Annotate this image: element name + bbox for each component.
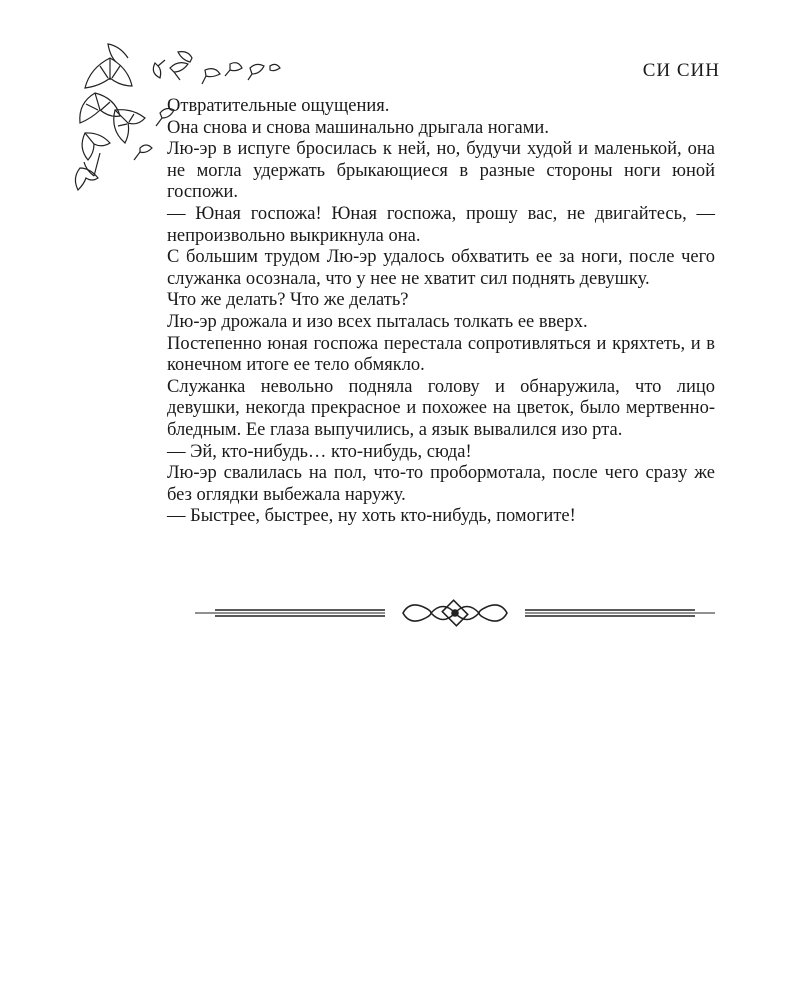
paragraph: Она снова и снова машинально дрыгала ногами. — [167, 117, 549, 138]
section-divider — [195, 598, 715, 628]
running-head: СИ СИН — [642, 60, 720, 81]
paragraph: Что же делать? Что же делать? — [167, 290, 409, 311]
endless-knot-icon — [403, 600, 507, 625]
chapter-text — [167, 96, 715, 528]
paragraph: — Эй, кто-нибудь… кто-нибудь, сюда! — [167, 441, 472, 462]
paragraph: Лю-эр дрожала и изо всех пыталась толкать ее вверх. — [167, 311, 588, 332]
paragraph: Постепенно юная госпожа перестала сопротивляться и кряхтеть, и в конечном итоге ее тело обмякло. — [167, 333, 715, 376]
paragraph: С большим трудом Лю-эр удалось обхватить ее за ноги, после чего служанка осознала, что у нее не хватит сил поднять девушку. — [167, 247, 715, 289]
paragraph: Лю-эр в испуге бросилась к ней, но, будучи худой и маленькой, она не могла удержать брыкающиеся в разные стороны ноги юной госпожи. — [167, 139, 715, 203]
paragraph: Служанка невольно подняла голову и обнаружила, что лицо девушки, некогда прекрасное и похожее на цветок, было мертвенно-бледным. Ее глаза выпучились, а язык вывалился изо рта. — [167, 376, 715, 440]
paragraph: Отвратительные ощущения. — [167, 96, 390, 116]
paragraph: — Быстрее, быстрее, ну хоть кто-нибудь, помогите! — [167, 506, 576, 527]
paragraph: — Юная госпожа! Юная госпожа, прошу вас, не двигайтесь, — непроизвольно выкрикнула она. — [167, 203, 715, 246]
paragraph: Лю-эр свалилась на пол, что-то пробормотала, после чего сразу же без оглядки выбежала наружу. — [167, 463, 715, 505]
